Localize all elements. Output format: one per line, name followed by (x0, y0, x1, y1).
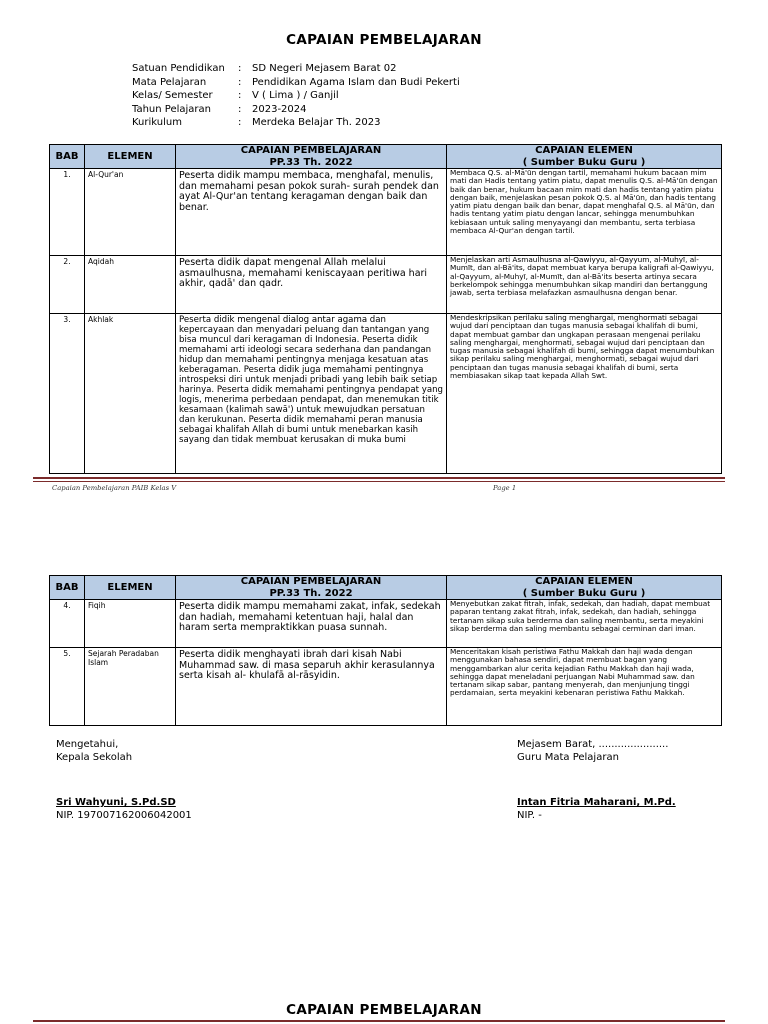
row-capaian-pembelajaran: Peserta didik mampu memahami zakat, infak, sedekah dan hadiah, memahami ketentuan haji, halal dan haram serta mempraktikkan puasa sunnah. (176, 600, 447, 648)
footer-rule-thick (33, 477, 725, 479)
meta-separator: : (238, 117, 242, 129)
signature-right-place-date: Mejasem Barat, ...................... (517, 739, 669, 750)
row-elemen: Sejarah Peradaban Islam (85, 648, 176, 726)
row-number: 4. (50, 600, 85, 648)
meta-separator: : (238, 63, 242, 74)
table-header-row (50, 576, 722, 600)
header-ce-line1: CAPAIAN ELEMEN (535, 145, 633, 156)
meta-row-satuan (132, 62, 460, 76)
header-capaian-elemen (447, 576, 722, 600)
meta-separator: : (238, 103, 242, 115)
signature-right-role: Guru Mata Pelajaran (517, 752, 619, 763)
header-capaian-pembelajaran (176, 576, 447, 600)
meta-label: Kurikulum (132, 117, 182, 129)
table-row (50, 600, 722, 648)
meta-label: Satuan Pendidikan (132, 63, 225, 74)
page-title: CAPAIAN PEMBELAJARAN (286, 32, 482, 48)
table-row (50, 169, 722, 256)
meta-row-kelas (132, 89, 460, 103)
meta-label: Tahun Pelajaran (132, 103, 211, 115)
signature-left (56, 738, 132, 764)
signature-left-name-block (56, 796, 192, 822)
row-capaian-pembelajaran: Peserta didik mengenal dialog antar agama dan kepercayaan dan menyadari peluang dan tantangan yang bisa muncul dari keragaman di Indonesia. Peserta didik memahami arti ideologi secara sederhana dan pandangan hidup dan memahami pentingnya menjaga kesatuan atas keberagaman. Peserta didik juga memahami pentingnya introspeksi diri untuk menjadi pribadi yang lebih baik setiap harinya. Peserta didik memahami pentingnya pendapat yang logis, menerima perbedaan pendapat, dan menemukan titik kesamaan (kalimah sawā') untuk mewujudkan persatuan dan kerukunan. Peserta didik memahami peran manusia sebagai khalifah Allah di bumi untuk menebarkan kasih sayang dan tidak membuat kerusakan di muka bumi (176, 314, 447, 474)
header-ce-line2: ( Sumber Buku Guru ) (522, 156, 646, 168)
document-meta (132, 62, 460, 130)
signature-right (517, 738, 668, 764)
footer-page-number: Page 1 (493, 484, 517, 492)
row-capaian-elemen: Menjelaskan arti Asmaulhusna al-Qawiyyu, al-Qayyum, al-Muhyī, al-Mumīt, dan al-Bā'its, dapat membuat karya berupa kaligrafi al-Qawiyyu, al-Qayyum, al-Muhyī, al-Mumīt, dan al-Bā'its beserta artinya secara berkelompok sehingga menumbuhkan sikap mandiri dan bertanggung jawab, serta terbiasa melafazkan asmaulhusna dengan benar. (447, 256, 722, 314)
row-capaian-pembelajaran: Peserta didik menghayati ibrah dari kisah Nabi Muhammad saw. di masa separuh akhir kerasulannya serta kisah al- khulafā al-rāsyidin. (176, 648, 447, 726)
table-row (50, 256, 722, 314)
row-elemen: Akhlak (85, 314, 176, 474)
page3-rule (33, 1020, 725, 1022)
page3-title: CAPAIAN PEMBELAJARAN (286, 1002, 482, 1018)
row-capaian-elemen: Menceritakan kisah peristiwa Fathu Makkah dan haji wada dengan menggunakan bahasa sendiri, dapat membuat bagan yang menggambarkan alur cerita kejadian Fathu Makkah dan haji wada, sehingga dapat meneladani perjuangan Nabi Muhammad saw. dan tertanam sikap sabar, pantang menyerah, dan menjunjung tinggi perdamaian, serta meyakini kebenaran peristiwa Fathu Makkah. (447, 648, 722, 726)
cp-table-page2 (49, 575, 722, 726)
row-capaian-pembelajaran: Peserta didik mampu membaca, menghafal, menulis, dan memahami pesan pokok surah- surah pendek dan ayat Al-Qur'an tentang keragaman dengan baik dan benar. (176, 169, 447, 256)
row-number: 2. (50, 256, 85, 314)
header-ce-line1: CAPAIAN ELEMEN (535, 576, 633, 587)
signature-left-line1: Mengetahui, (56, 739, 119, 750)
meta-row-kurikulum (132, 116, 460, 130)
signature-right-nip: NIP. - (517, 810, 542, 821)
row-capaian-pembelajaran: Peserta didik dapat mengenal Allah melalui asmaulhusna, memahami keniscayaan peritiwa hari akhir, qadā' dan qadr. (176, 256, 447, 314)
header-capaian-elemen (447, 145, 722, 169)
row-elemen: Al-Qur'an (85, 169, 176, 256)
meta-row-tahun (132, 103, 460, 117)
signature-left-role: Kepala Sekolah (56, 752, 133, 763)
row-number: 3. (50, 314, 85, 474)
footer-rule-thin (33, 481, 725, 482)
header-elemen: ELEMEN (85, 576, 176, 600)
meta-separator: : (238, 76, 242, 88)
header-capaian-pembelajaran (176, 145, 447, 169)
header-ce-line2: ( Sumber Buku Guru ) (522, 587, 646, 599)
table-row (50, 648, 722, 726)
header-cp-line2: PP.33 Th. 2022 (269, 587, 353, 599)
header-bab: BAB (50, 576, 85, 600)
meta-separator: : (238, 90, 242, 102)
signature-left-nip: NIP. 197007162006042001 (56, 810, 192, 821)
meta-label: Mata Pelajaran (132, 76, 207, 88)
signature-left-name: Sri Wahyuni, S.Pd.SD (56, 797, 176, 808)
row-number: 5. (50, 648, 85, 726)
row-elemen: Aqidah (85, 256, 176, 314)
footer-left-text: Capaian Pembelajaran PAIB Kelas V (52, 484, 177, 492)
meta-value: 2023-2024 (252, 103, 307, 115)
header-bab: BAB (50, 145, 85, 169)
header-elemen: ELEMEN (85, 145, 176, 169)
row-capaian-elemen: Membaca Q.S. al-Mā'ūn dengan tartil, memahami hukum bacaan mim mati dan Hadis tentang yatim piatu, dapat menulis Q.S. al-Mā'ūn dengan baik dan benar, hukum bacaan mim mati dan hadis tentang yatim piatu dengan baik, menjelaskan pesan pokok Q.S. al Mā'ūn, dan hadis tentang yatim piatu dengan baik dan benar, dapat menghafal Q.S. al Mā'ūn, dan hadis tentang yatim piatu dengan lancar, sehingga menumbuhkan kebiasaan untuk saling menyayangi dan membantu, serta terbiasa membaca Al-Qur'an dengan tartil. (447, 169, 722, 256)
header-cp-line2: PP.33 Th. 2022 (269, 156, 353, 168)
row-elemen: Fiqih (85, 600, 176, 648)
row-capaian-elemen: Mendeskripsikan perilaku saling menghargai, menghormati sebagai wujud dari penciptaan dan tugas manusia sebagai khalifah di bumi, dapat membuat gambar dan ungkapan perasaan mengenai perilaku saling menghargai, menghormati, sebagai wujud dari penciptaan dan tugas manusia sebagai khalifah di bumi, sehingga dapat menumbuhkan sikap perilaku saling menghargai, menghormati, sebagai wujud dari penciptaan dan tugas manusia sebagai khalifah di bumi, serta membiasakan sikap taat kepada Allah Swt. (447, 314, 722, 474)
row-number: 1. (50, 169, 85, 256)
signature-right-name: Intan Fitria Maharani, M.Pd. (517, 797, 676, 808)
meta-label: Kelas/ Semester (132, 90, 213, 102)
row-capaian-elemen: Menyebutkan zakat fitrah, infak, sedekah, dan hadiah, dapat membuat paparan tentang zakat fitrah, infak, sedekah, dan hadiah, sehingga tertanam sikap suka berderma dan saling membantu, serta meyakini sikap berderma dan saling membantu sebagai cerminan dari iman. (447, 600, 722, 648)
header-cp-line1: CAPAIAN PEMBELAJARAN (240, 145, 382, 156)
signature-right-name-block (517, 796, 676, 822)
meta-row-mapel (132, 76, 460, 90)
meta-value: Merdeka Belajar Th. 2023 (252, 117, 381, 129)
table-row (50, 314, 722, 474)
meta-value: Pendidikan Agama Islam dan Budi Pekerti (252, 76, 460, 88)
cp-table-page1 (49, 144, 722, 474)
meta-value: V ( Lima ) / Ganjil (252, 90, 339, 102)
meta-value: SD Negeri Mejasem Barat 02 (252, 63, 397, 74)
table-header-row (50, 145, 722, 169)
header-cp-line1: CAPAIAN PEMBELAJARAN (240, 576, 382, 587)
